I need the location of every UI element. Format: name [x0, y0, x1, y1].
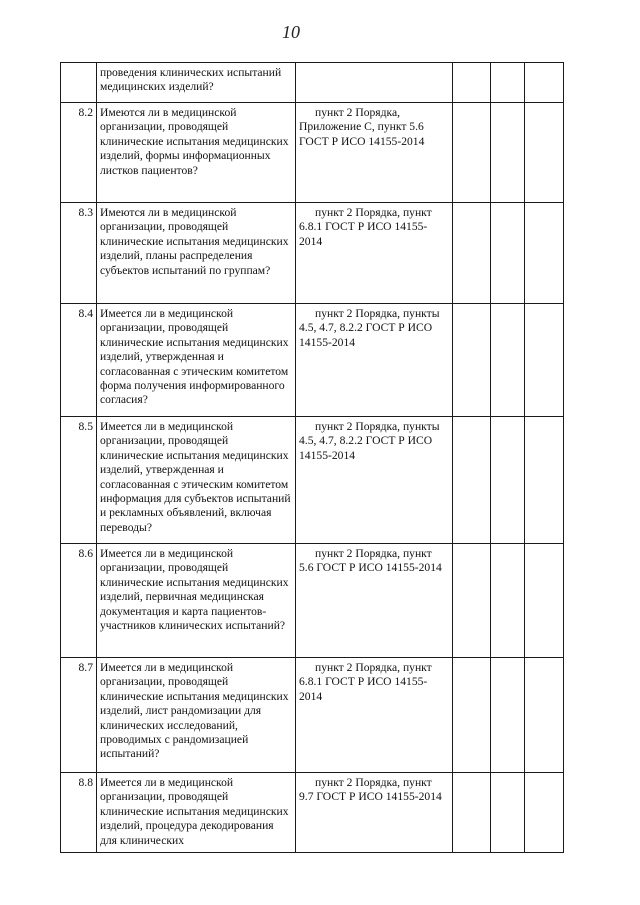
- table-row: [61, 103, 564, 203]
- note-cell[interactable]: [525, 544, 564, 658]
- table-row: [61, 417, 564, 544]
- row-number: 8.4: [61, 304, 97, 417]
- reference-text: пункт 2 Порядка, пункт 5.6 ГОСТ Р ИСО 14155-2014: [299, 547, 442, 575]
- reference-cell: [296, 773, 453, 853]
- question-cell: Имеется ли в медицинской организации, проводящей клинические испытания медицинских изделий, утвержденная и согласованная с этическим комитетом информация для субъектов испытаний и рекламных объявлений, включая переводы?: [97, 417, 296, 544]
- note-cell[interactable]: [525, 417, 564, 544]
- row-number: [61, 63, 97, 103]
- answer-no-cell[interactable]: [491, 304, 525, 417]
- reference-text: пункт 2 Порядка, пункт 6.8.1 ГОСТ Р ИСО 14155-2014: [299, 661, 432, 703]
- row-number: 8.7: [61, 658, 97, 773]
- answer-no-cell[interactable]: [491, 544, 525, 658]
- row-number: 8.6: [61, 544, 97, 658]
- note-cell[interactable]: [525, 658, 564, 773]
- answer-yes-cell[interactable]: [453, 304, 491, 417]
- reference-text: пункт 2 Порядка, пункт 6.8.1 ГОСТ Р ИСО 14155-2014: [299, 206, 432, 248]
- answer-yes-cell[interactable]: [453, 544, 491, 658]
- answer-yes-cell[interactable]: [453, 417, 491, 544]
- question-cell: Имеется ли в медицинской организации, проводящей клинические испытания медицинских изделий, утвержденная и согласованная с этическим комитетом форма получения информированного согласия?: [97, 304, 296, 417]
- answer-yes-cell[interactable]: [453, 103, 491, 203]
- answer-yes-cell[interactable]: [453, 773, 491, 853]
- table-row: [61, 773, 564, 853]
- note-cell[interactable]: [525, 103, 564, 203]
- reference-cell: [296, 63, 453, 103]
- answer-no-cell[interactable]: [491, 417, 525, 544]
- reference-cell: [296, 103, 453, 203]
- reference-cell: [296, 304, 453, 417]
- answer-no-cell[interactable]: [491, 203, 525, 304]
- reference-cell: [296, 658, 453, 773]
- table-row: [61, 63, 564, 103]
- question-cell: Имеются ли в медицинской организации, проводящей клинические испытания медицинских изделий, планы распределения субъектов испытаний по группам?: [97, 203, 296, 304]
- question-cell: Имеется ли в медицинской организации, проводящей клинические испытания медицинских изделий, процедура декодирования для клинических: [97, 773, 296, 853]
- note-cell[interactable]: [525, 773, 564, 853]
- table-row: [61, 544, 564, 658]
- row-number: 8.8: [61, 773, 97, 853]
- reference-text: пункт 2 Порядка, пункты 4.5, 4.7, 8.2.2 ГОСТ Р ИСО 14155-2014: [299, 307, 440, 349]
- row-number: 8.3: [61, 203, 97, 304]
- note-cell[interactable]: [525, 304, 564, 417]
- page-number: 10: [282, 22, 300, 42]
- note-cell[interactable]: [525, 63, 564, 103]
- table-row: [61, 304, 564, 417]
- reference-cell: [296, 203, 453, 304]
- question-cell: Имеется ли в медицинской организации, проводящей клинические испытания медицинских изделий, лист рандомизации для клинических исследований, проводимых с рандомизацией испытаний?: [97, 658, 296, 773]
- answer-no-cell[interactable]: [491, 773, 525, 853]
- table-row: [61, 203, 564, 304]
- checklist-table: [60, 62, 564, 853]
- answer-yes-cell[interactable]: [453, 203, 491, 304]
- reference-cell: [296, 544, 453, 658]
- note-cell[interactable]: [525, 203, 564, 304]
- question-cell: Имеется ли в медицинской организации, проводящей клинические испытания медицинских изделий, первичная медицинская документация и карта пациентов-участников клинических испытаний?: [97, 544, 296, 658]
- reference-text: пункт 2 Порядка, пункт 9.7 ГОСТ Р ИСО 14155-2014: [299, 776, 442, 804]
- reference-text: пункт 2 Порядка, пункты 4.5, 4.7, 8.2.2 ГОСТ Р ИСО 14155-2014: [299, 420, 440, 462]
- answer-no-cell[interactable]: [491, 658, 525, 773]
- answer-yes-cell[interactable]: [453, 658, 491, 773]
- question-cell: Имеются ли в медицинской организации, проводящей клинические испытания медицинских изделий, формы информационных листков пациентов?: [97, 103, 296, 203]
- answer-no-cell[interactable]: [491, 103, 525, 203]
- reference-cell: [296, 417, 453, 544]
- table-row: [61, 658, 564, 773]
- row-number: 8.5: [61, 417, 97, 544]
- row-number: 8.2: [61, 103, 97, 203]
- answer-no-cell[interactable]: [491, 63, 525, 103]
- reference-text: пункт 2 Порядка, Приложение С, пункт 5.6 ГОСТ Р ИСО 14155-2014: [299, 106, 425, 148]
- question-cell: проведения клинических испытаний медицинских изделий?: [97, 63, 296, 103]
- answer-yes-cell[interactable]: [453, 63, 491, 103]
